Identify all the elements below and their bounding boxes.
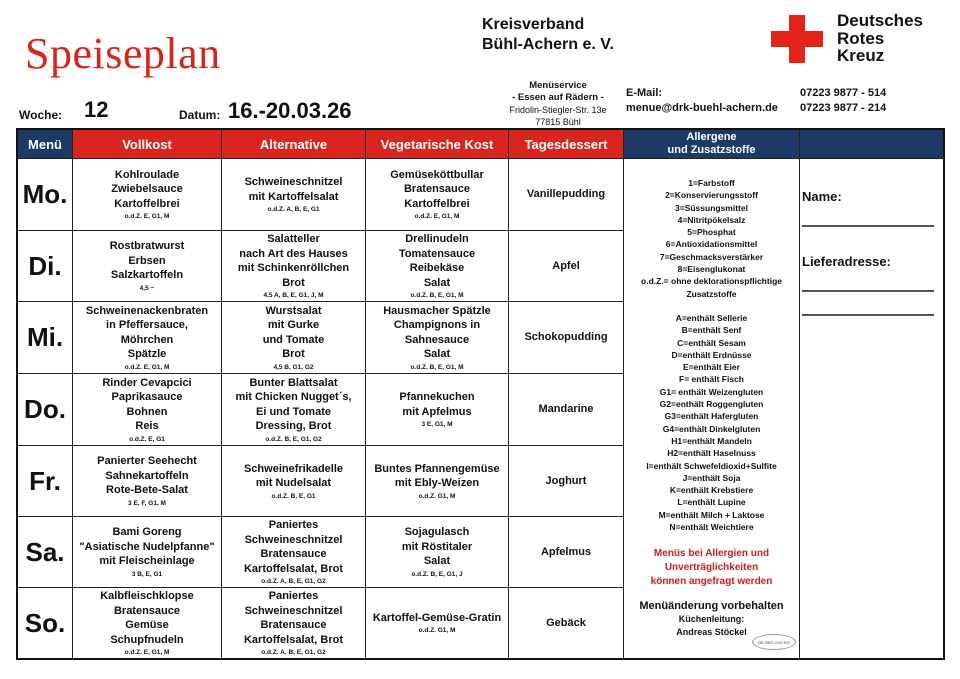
dish-line: Rote-Bete-Salat xyxy=(106,484,188,497)
phone-block xyxy=(800,86,886,116)
dish-line: Bratensauce xyxy=(113,604,181,617)
logo-line-1: Deutsches xyxy=(837,11,923,30)
allergen-item: N=enthält Weichtiere xyxy=(669,522,754,533)
cell-dessert xyxy=(509,517,624,587)
allergen-item: I=enthält Schwefeldioxid+Sulfite xyxy=(646,460,777,471)
cell-vegetarisch xyxy=(366,302,509,373)
dish-line: Panierter Seehecht xyxy=(97,455,197,468)
date-range: 16.-20.03.26 xyxy=(228,98,352,123)
additive-item: 2=Konservierungsstoff xyxy=(665,190,758,201)
additive-item: o.d.Z.= ohne deklorationspflichtige xyxy=(641,276,782,287)
cell-dessert xyxy=(509,231,624,301)
col-header-dessert: Tagesdessert xyxy=(509,130,624,158)
dish-line: Möhrchen xyxy=(120,333,174,346)
dish-line: nach Art des Hauses xyxy=(239,247,348,260)
allergen-codes: o.d.Z. A, B, E, G1, G2 xyxy=(261,578,326,585)
dish-line: Buntes Pfannengemüse xyxy=(374,462,500,475)
day-label: Mi. xyxy=(26,322,64,353)
logo-line-3: Kreuz xyxy=(837,46,885,65)
allergen-codes: 4,5 A, B, E, G1, J, M xyxy=(263,292,324,299)
dish-line: Schweineschnitzel xyxy=(244,176,343,188)
service-street: Fridolin-Stiegler-Str. 13e xyxy=(509,105,607,115)
cell-vollkost xyxy=(73,374,222,445)
cell-day xyxy=(18,588,73,658)
name-label: Name: xyxy=(802,189,842,204)
dish-line: Drellinudeln xyxy=(405,233,469,245)
allergen-codes: o.d.Z. B, E, G1, M xyxy=(410,292,464,299)
cell-vollkost xyxy=(73,231,222,301)
allergen-legend xyxy=(624,158,800,658)
kitchen-name: Andreas Stöckel xyxy=(676,627,747,638)
email-label: E-Mail: xyxy=(626,87,663,99)
allergen-codes: o.d.Z. E, G1 xyxy=(129,435,165,443)
menu-table xyxy=(16,128,945,660)
dish-line: mit Ebly-Weizen xyxy=(394,477,480,489)
allergen-codes: o.d.Z. B, E, G1, G2 xyxy=(265,435,322,443)
dish-line: Sojagulasch xyxy=(404,526,470,539)
col-header-menu: Menü xyxy=(18,130,73,158)
dish-line: Bami Goreng xyxy=(112,526,182,539)
allergen-item: G1= enthält Weizengluten xyxy=(659,386,764,397)
allergen-codes: 4,5 B, G1, G2 xyxy=(273,363,314,371)
additive-item: 1=Farbstoff xyxy=(688,178,735,188)
date-label: Datum: xyxy=(179,108,221,122)
allergen-codes: o.d.Z. E, G1, M xyxy=(124,213,170,221)
logo-line-2: Rotes xyxy=(837,28,885,48)
dish-line: Dressing, Brot xyxy=(255,420,332,432)
email-link[interactable]: menue@drk-buehl-achern.de xyxy=(626,102,778,114)
organic-certification-badge: DE ÖKO-XXX EG xyxy=(752,634,796,650)
cell-day xyxy=(18,231,73,301)
allergen-item: H2=enthält Haselnuss xyxy=(667,448,756,459)
week-number: 12 xyxy=(84,97,109,122)
table-row xyxy=(18,230,624,301)
allergen-codes: o.d.Z. G1, M xyxy=(418,627,456,635)
allergen-item: G3=enthält Hafergluten xyxy=(664,411,759,422)
dish-line: Kartoffelsalat, Brot xyxy=(243,562,344,575)
dessert-name: Joghurt xyxy=(545,474,587,487)
dish-line: Rinder Cevapcici xyxy=(102,376,192,389)
dish-line: Bunter Blattsalat xyxy=(249,376,338,389)
dessert-name: Vanillepudding xyxy=(526,188,606,201)
note-line-2: Unverträglichkeiten xyxy=(664,562,759,574)
cell-alternative xyxy=(222,588,366,658)
dish-line: Schweineschnitzel xyxy=(244,533,343,546)
cell-vollkost xyxy=(73,588,222,658)
phone-2[interactable]: 07223 9877 - 214 xyxy=(800,102,887,114)
dish-line: Brot xyxy=(282,276,305,289)
day-label: Fr. xyxy=(29,465,61,496)
dish-line: Salzkartoffeln xyxy=(110,269,184,282)
org-line-1: Kreisverband xyxy=(482,16,585,33)
additive-item: 5=Phosphat xyxy=(687,227,736,238)
dish-line: Tomatensauce xyxy=(398,247,476,260)
table-row xyxy=(18,158,624,230)
cell-vollkost xyxy=(73,302,222,373)
day-label: Do. xyxy=(24,394,66,425)
address-input-line-2[interactable] xyxy=(802,314,934,316)
allergy-note xyxy=(624,547,799,589)
dessert-name: Schokopudding xyxy=(524,331,608,344)
cell-vegetarisch xyxy=(366,446,509,516)
table-row xyxy=(18,373,624,445)
dish-line: Kartoffel-Gemüse-Gratin xyxy=(372,611,502,624)
cell-alternative xyxy=(222,517,366,587)
phone-1[interactable]: 07223 9877 - 514 xyxy=(800,87,887,99)
cell-dessert xyxy=(509,159,624,230)
col-header-allergens xyxy=(624,130,800,158)
additive-item: 4=Nitritpökelsalz xyxy=(677,214,746,225)
cell-vegetarisch xyxy=(366,159,509,230)
dish-line: Bratensauce xyxy=(260,619,327,631)
allergen-codes: o.d.Z. B, E, G1, J xyxy=(411,570,463,578)
cell-alternative xyxy=(222,231,366,301)
allergen-item: D=enthält Erdnüsse xyxy=(671,349,752,360)
dessert-name: Apfel xyxy=(552,259,580,272)
dish-line: Kalbfleischklopse xyxy=(100,590,194,602)
allergen-item: B=enthält Senf xyxy=(681,325,742,336)
col-header-vegetarisch: Vegetarische Kost xyxy=(366,130,509,158)
cell-dessert xyxy=(509,374,624,445)
service-subtitle: - Essen auf Rädern - xyxy=(512,92,604,103)
additive-item: Zusatzstoffe xyxy=(686,288,737,299)
allergen-item: K=enthält Krebstiere xyxy=(669,485,754,496)
dish-line: "Asiatische Nudelpfanne" xyxy=(79,540,215,553)
cell-alternative xyxy=(222,302,366,373)
dish-line: mit Röstitaler xyxy=(401,540,473,553)
dish-line: mit Chicken Nugget´s, xyxy=(235,391,352,403)
cell-day xyxy=(18,159,73,230)
order-form xyxy=(800,158,943,658)
dish-line: Kartoffelbrei xyxy=(114,197,180,210)
week-label: Woche: xyxy=(19,108,63,122)
dish-line: mit Nudelsalat xyxy=(255,477,332,489)
cell-dessert xyxy=(509,588,624,658)
change-notice: Menüänderung vorbehalten xyxy=(639,600,784,613)
day-label: So. xyxy=(24,607,66,638)
allergen-item: A=enthält Sellerie xyxy=(675,312,748,323)
name-input-line[interactable] xyxy=(802,225,934,227)
col-header-form xyxy=(800,130,943,158)
col-header-vollkost: Vollkost xyxy=(73,130,222,158)
allergen-codes: o.d.Z. B, E, G1 xyxy=(271,492,316,500)
dish-line: Rostbratwurst xyxy=(109,240,185,253)
allergen-codes: 4,5 ~ xyxy=(139,284,155,292)
address-label: Lieferadresse: xyxy=(802,254,891,269)
table-row xyxy=(18,301,624,373)
dish-line: Salat xyxy=(423,276,451,289)
note-line-1: Menüs bei Allergien und xyxy=(653,548,770,560)
dish-line: mit Fleischeinlage xyxy=(99,555,195,568)
cell-vegetarisch xyxy=(366,231,509,301)
allergen-codes: 3 E, F, G1, M xyxy=(128,499,166,507)
allergen-header-line-1: Allergene xyxy=(686,131,737,143)
cell-day xyxy=(18,517,73,587)
allergen-codes: o.d.Z. B, E, G1, M xyxy=(410,363,464,371)
cell-alternative xyxy=(222,446,366,516)
allergen-item: C=enthält Sesam xyxy=(677,337,746,348)
dish-line: Spätzle xyxy=(127,348,167,360)
dish-line: Salat xyxy=(423,555,451,568)
dish-line: Ei und Tomate xyxy=(256,405,331,418)
dish-line: in Pfeffersauce, xyxy=(106,319,188,331)
dish-line: Bratensauce xyxy=(260,548,327,560)
service-title: Menüservice xyxy=(529,80,587,91)
allergen-codes: 3 B, E, G1 xyxy=(131,570,163,578)
dish-line: Gemüseköttbullar xyxy=(390,168,484,181)
allergen-item: L=enthält Lupine xyxy=(677,497,746,508)
dish-line: Hausmacher Spätzle xyxy=(383,304,491,317)
dish-line: Champignons in xyxy=(393,319,481,331)
cell-vollkost xyxy=(73,159,222,230)
red-cross-icon xyxy=(771,15,823,63)
email-block xyxy=(626,86,778,116)
allergen-codes: o.d.Z. A, B, E, G1, G2 xyxy=(261,649,326,656)
day-label: Mo. xyxy=(22,179,68,210)
dish-line: Bratensauce xyxy=(403,183,471,196)
dish-line: Schweinenackenbraten xyxy=(85,304,209,317)
address-input-line-1[interactable] xyxy=(802,290,934,292)
additive-item: 3=Süssungsmittel xyxy=(675,202,748,213)
dish-line: Pfannekuchen xyxy=(399,391,475,403)
allergen-item: G2=enthält Roggengluten xyxy=(659,399,764,410)
additive-item: 6=Antioxidationsmittel xyxy=(665,239,758,250)
table-row xyxy=(18,587,624,658)
cell-alternative xyxy=(222,374,366,445)
dish-line: Salat xyxy=(423,348,451,360)
dish-line: Wurstsalat xyxy=(265,304,322,317)
dish-line: Schweinefrikadelle xyxy=(243,462,344,475)
dish-line: Kartoffelsalat, Brot xyxy=(243,633,344,646)
kitchen-label: Küchenleitung: xyxy=(678,614,745,625)
dish-line: mit Gurke xyxy=(267,319,320,331)
cell-dessert xyxy=(509,446,624,516)
cell-vollkost xyxy=(73,446,222,516)
dish-line: Brot xyxy=(282,348,305,360)
dish-line: Sahnekartoffeln xyxy=(105,469,189,482)
allergen-codes: o.d.Z. G1, M xyxy=(418,492,456,500)
allergen-codes: o.d.Z. A, B, E, G1 xyxy=(267,206,320,213)
day-label: Sa. xyxy=(25,536,65,567)
dish-line: Paniertes xyxy=(268,590,319,602)
additive-item: 7=Geschmacksverstärker xyxy=(659,251,764,262)
allergen-codes: o.d.Z. E, G1, M xyxy=(124,363,170,371)
dish-line: Schweineschnitzel xyxy=(244,604,343,617)
dessert-name: Mandarine xyxy=(538,403,594,416)
dish-line: Paniertes xyxy=(268,519,319,531)
service-address xyxy=(503,80,613,128)
allergen-codes: 3 E, G1, M xyxy=(421,421,453,428)
cell-vegetarisch xyxy=(366,374,509,445)
col-header-alternative: Alternative xyxy=(222,130,366,158)
allergen-codes: o.d.Z. E, G1, M xyxy=(124,649,170,656)
dish-line: Sahnesauce xyxy=(404,333,470,346)
allergen-item: E=enthält Eier xyxy=(683,362,740,373)
allergen-item: J=enthält Soja xyxy=(682,472,741,483)
org-line-2: Bühl-Achern e. V. xyxy=(482,36,614,53)
cell-alternative xyxy=(222,159,366,230)
dish-line: Kohlroulade xyxy=(114,168,180,181)
table-row xyxy=(18,516,624,587)
dish-line: mit Kartoffelsalat xyxy=(248,190,339,203)
cell-day xyxy=(18,302,73,373)
dish-line: Zwiebelsauce xyxy=(111,183,183,196)
dish-line: Kartoffelbrei xyxy=(404,197,470,210)
cell-vegetarisch xyxy=(366,517,509,587)
cell-vegetarisch xyxy=(366,588,509,658)
allergen-item: F= enthält Fisch xyxy=(679,374,744,385)
page-title: Speiseplan xyxy=(25,29,221,78)
cell-day xyxy=(18,374,73,445)
cell-vollkost xyxy=(73,517,222,587)
allergen-item: H1=enthält Mandeln xyxy=(671,435,752,446)
allergen-codes: o.d.Z. E, G1, M xyxy=(414,213,460,221)
dessert-name: Apfelmus xyxy=(540,545,592,558)
allergen-item: G4=enthält Dinkelgluten xyxy=(662,423,761,434)
dish-line: und Tomate xyxy=(262,333,325,346)
allergen-header-line-2: und Zusatzstoffe xyxy=(667,144,756,156)
drk-logo-text xyxy=(837,12,923,65)
dish-line: Paprikasauce xyxy=(111,391,183,403)
dish-line: Schupfnudeln xyxy=(110,633,184,646)
dessert-name: Gebäck xyxy=(546,616,586,629)
dish-line: Salatteller xyxy=(267,233,320,245)
day-label: Di. xyxy=(28,250,62,281)
additive-item: 8=Eisenglukonat xyxy=(677,264,746,275)
dish-line: mit Schinkenröllchen xyxy=(237,262,350,274)
dish-line: mit Apfelmus xyxy=(402,405,472,418)
allergen-item: M=enthält Milch + Laktose xyxy=(658,509,765,520)
dish-line: Reibekäse xyxy=(409,262,465,274)
dish-line: Reis xyxy=(135,420,159,432)
table-row xyxy=(18,445,624,516)
organization-name xyxy=(482,15,614,55)
service-city: 77815 Bühl xyxy=(535,117,581,127)
dish-line: Erbsen xyxy=(128,254,166,267)
dish-line: Gemüse xyxy=(125,619,169,631)
cell-day xyxy=(18,446,73,516)
cell-dessert xyxy=(509,302,624,373)
note-line-3: können angefragt werden xyxy=(650,576,773,588)
dish-line: Bohnen xyxy=(126,405,168,418)
